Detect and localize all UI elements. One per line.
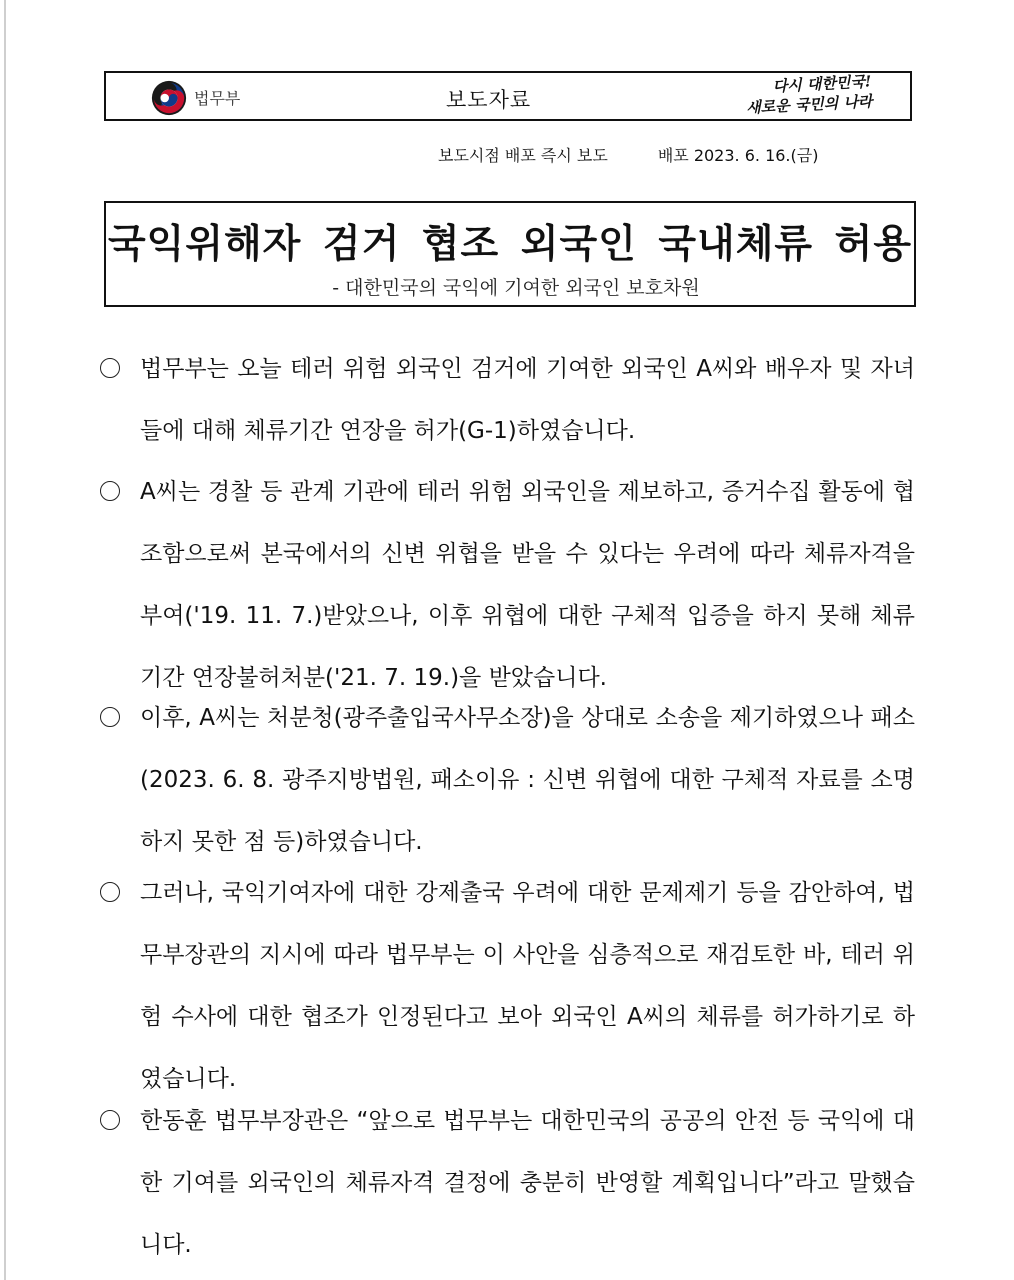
- headline-title: 국익위해자 검거 협조 외국인 국내체류 허용: [107, 222, 913, 267]
- headline-box: [104, 201, 916, 307]
- paragraph-text: 이후, A씨는 처분청(광주출입국사무소장)을 상대로 소송을 제기하였으나 패소(2023. 6. 8. 광주지방법원, 패소이유 : 신변 위협에 대한 구체적 자료를 소명하지 못한 점 등)하였습니다.: [140, 705, 915, 855]
- circle-bullet-icon: [100, 882, 120, 902]
- page-edge-line: [4, 0, 6, 1280]
- paragraph-text: 그러나, 국익기여자에 대한 강제출국 우려에 대한 문제제기 등을 감안하여, 법무부장관의 지시에 따라 법무부는 이 사안을 심층적으로 재검토한 바, 테러 위험 수사에 대한 협조가 인정된다고 보아 외국인 A씨의 체류를 허가하기로 하였습니다.: [140, 880, 915, 1092]
- circle-bullet-icon: [100, 707, 120, 727]
- slogan-line-2: 새로운 국민의 나라: [745, 92, 873, 117]
- paragraph-5: [100, 1108, 920, 1276]
- government-taegeuk-logo-icon: [150, 79, 188, 117]
- paragraph-text: A씨는 경찰 등 관계 기관에 테러 위험 외국인을 제보하고, 증거수집 활동에 협조함으로써 본국에서의 신변 위협을 받을 수 있다는 우려에 따라 체류자격을 부여('19. 11. 7.)받았으나, 이후 위협에 대한 구체적 입증을 하지 못해 체류기간 연장불허처분('21. 7. 19.)을 받았습니다.: [140, 479, 915, 691]
- press-release-label: 보도자료: [446, 88, 532, 112]
- release-info: [438, 143, 818, 166]
- paragraph-1: [100, 356, 920, 462]
- circle-bullet-icon: [100, 481, 120, 501]
- ministry-name: 법무부: [194, 89, 241, 108]
- paragraph-text: 법무부는 오늘 테러 위험 외국인 검거에 기여한 외국인 A씨와 배우자 및 자녀들에 대해 체류기간 연장을 허가(G-1)하였습니다.: [140, 356, 915, 444]
- circle-bullet-icon: [100, 1110, 120, 1130]
- release-timing: 보도시점 배포 즉시 보도: [438, 146, 608, 165]
- paragraph-text: 한동훈 법무부장관은 “앞으로 법무부는 대한민국의 공공의 안전 등 국익에 대한 기여를 외국인의 체류자격 결정에 충분히 반영할 계획입니다”라고 말했습니다.: [140, 1108, 915, 1258]
- slogan-line-1: 다시 대한민국!: [772, 72, 872, 96]
- circle-bullet-icon: [100, 358, 120, 378]
- headline-subtitle: - 대한민국의 국익에 기여한 외국인 보호차원: [332, 277, 700, 299]
- paragraph-2: [100, 479, 920, 709]
- paragraph-4: [100, 880, 920, 1110]
- press-header: [104, 71, 912, 121]
- slogan-logo: [691, 71, 873, 120]
- paragraph-3: [100, 705, 920, 873]
- release-date: 배포 2023. 6. 16.(금): [657, 146, 819, 165]
